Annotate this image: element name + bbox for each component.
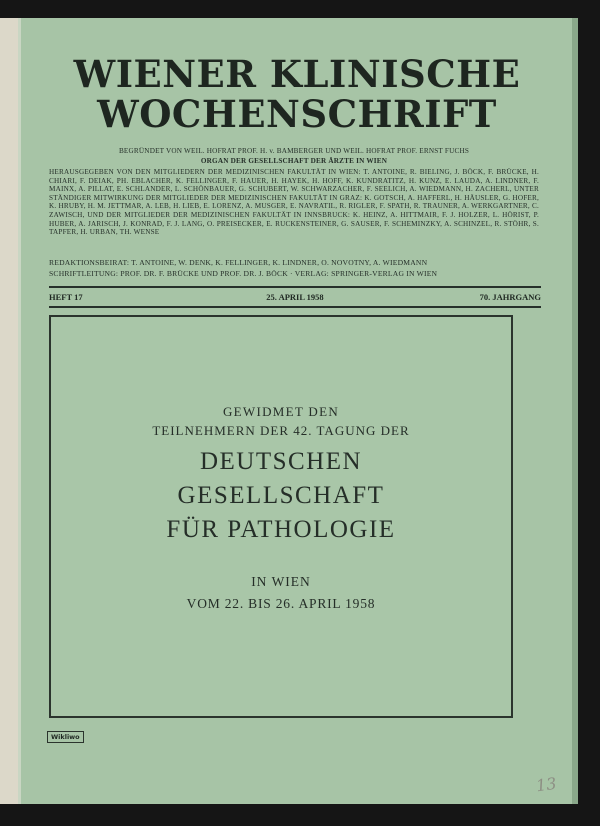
founders-line: BEGRÜNDET VON WEIL. HOFRAT PROF. H. v. BAMBERGER UND WEIL. HOFRAT PROF. ERNST FUCHS [118,147,470,155]
society-name-line2: GESELLSCHAFT [177,482,385,509]
divider-top [49,286,541,288]
journal-title-line1: WIENER KLINISCHE [73,52,521,96]
journal-cover-page [18,18,578,804]
issue-info-row [49,292,541,304]
journal-title [47,54,547,134]
dedication-line1: GEWIDMET DEN [222,404,340,419]
society-name-line1: DEUTSCHEN [199,448,363,475]
meeting-place: IN WIEN [251,574,311,589]
issue-date: 25. APRIL 1958 [266,292,324,302]
editors-paragraph: HERAUSGEGEBEN VON DEN MITGLIEDERN DER MEDIZINISCHEN FAKULTÄT IN WIEN: T. ANTOINE, R. BIELING, J. BÖCK, F. BRÜCKE, H. CHIARI, F. DEIAK, PH. EBLACHER, K. FELLINGER, F. HAUER, H. HAYEK, H. HOFF, K. KUNDRATITZ, H. KUNZ, E. LAUDA, A. LINDNER, F. MAINX, A. PILLAT, E. SCHLANDER, L. SCHÖNBAUER, G. SCHUBERT, W. SCHWARZACHER, F. SEELICH, A. WIEDMANN, H. ZACHERL, UNTER STÄNDIGER MITWIRKUNG DER MITGLIEDER DER MEDIZINISCHEN FAKULTÄT IN GRAZ: K. GOTSCH, A. HAFFERL, H. HÄUSLER, G. HOFER, K. HRUBY, H. M. JETTMAR, A. LEB, H. LIEB, E. LORENZ, A. MUSGER, E. NAVRATIL, R. RIGLER, F. SPATH, R. TRAUNER, A. WERKGARTNER, C. ZAWISCH, UND DER MITGLIEDER DER MEDIZINISCHEN FAKULTÄT IN INNSBRUCK: K. HEINZ, A. HITTMAIR, F. J. HOLZER, L. HÖRIST, P. HUBER, A. JARISCH, J. KONRAD, F. J. LANG, O. PREISECKER, E. RUCKENSTEINER, G. SAUSER, F. SCHEMINZKY, A. SCHINZEL, R. STÖHR, S. TAPFER, H. URBAN, TH. WENSE [49,168,539,237]
divider-bottom [49,306,541,308]
management-line: SCHRIFTLEITUNG: PROF. DR. F. BRÜCKE UND PROF. DR. J. BÖCK · VERLAG: SPRINGER-VERLAG IN WIEN [49,269,438,278]
pencil-annotation: 13 [534,773,558,796]
dedication-box [49,315,513,718]
society-name-line3: FÜR PATHOLOGIE [166,516,396,543]
page-edge-right [572,18,578,804]
meeting-dates: VOM 22. BIS 26. APRIL 1958 [186,596,376,611]
issue-volume: 70. JAHRGANG [479,292,541,302]
journal-title-line2: WOCHENSCHRIFT [97,92,497,136]
editorial-board-line: REDAKTIONSBEIRAT: T. ANTOINE, W. DENK, K. FELLINGER, K. LINDNER, O. NOVOTNY, A. WIEDMANN [49,258,428,267]
issue-number: HEFT 17 [49,292,83,302]
library-stamp: Wikliwo [47,731,84,743]
organ-line: ORGAN DER GESELLSCHAFT DER ÄRZTE IN WIEN [200,157,388,165]
dedication-line2: TEILNEHMERN DER 42. TAGUNG DER [152,423,410,438]
